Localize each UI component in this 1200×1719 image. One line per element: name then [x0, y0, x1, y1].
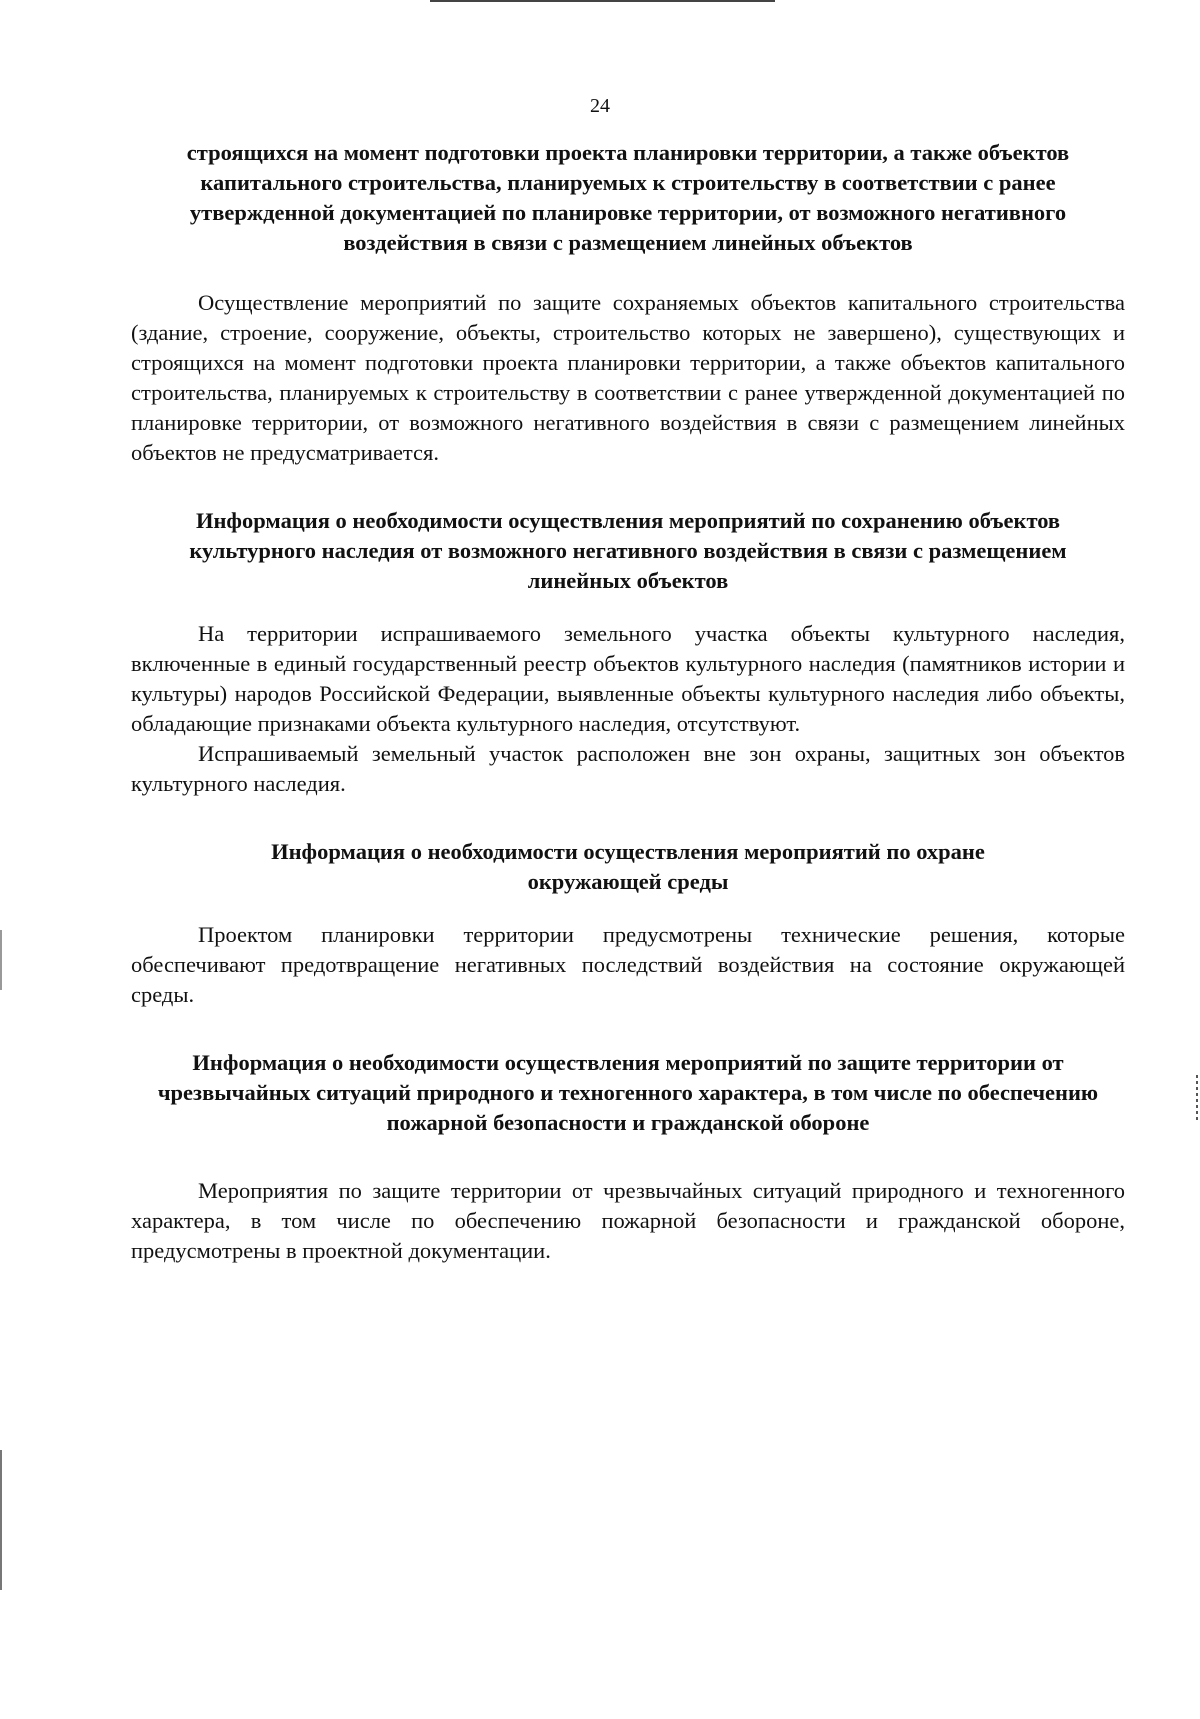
section-heading-environment: Информация о необходимости осуществления мероприятий по охране окружающей среды [271, 839, 985, 894]
scan-artifact-right [1196, 1075, 1198, 1120]
paragraph-cultural-heritage-2: Испрашиваемый земельный участок расположен вне зон охраны, защитных зон объектов культурного наследия. [131, 741, 1125, 796]
section-heading-emergency: Информация о необходимости осуществления мероприятий по защите территории от чрезвычайных ситуаций природного и техногенного характера, в том числе по обеспечению пожарной безопасности и гражданской обороне [157, 1050, 1099, 1135]
paragraph-environment: Проектом планировки территории предусмотрены технические решения, которые обеспечивают предотвращение негативных последствий воздействия на состояние окружающей среды. [131, 922, 1125, 1007]
document-body [131, 138, 1125, 1266]
section-heading-protection-of-objects: строящихся на момент подготовки проекта планировки территории, а также объектов капитального строительства, планируемых к строительству в соответствии с ранее утвержденной документацией по планировке территории, от возможного негативного воздействия в связи с размещением линейных объектов [186, 140, 1070, 255]
scan-artifact-left-upper [0, 930, 2, 990]
scan-artifact-left [0, 1450, 2, 1590]
paragraph-protection-of-objects: Осуществление мероприятий по защите сохраняемых объектов капитального строительства (здание, строение, сооружение, объекты, строительство которых не завершено), существующих и строящихся на момент подготовки проекта планировки территории, а также объектов капитального строительства, планируемых к строительству в соответствии с ранее утвержденной документацией по планировке территории, от возможного негативного воздействия в связи с размещением линейных объектов не предусматривается. [131, 290, 1125, 465]
paragraph-emergency: Мероприятия по защите территории от чрезвычайных ситуаций природного и техногенного характера, в том числе по обеспечению пожарной безопасности и гражданской обороне, предусмотрены в проектной документации. [131, 1178, 1125, 1263]
paragraph-cultural-heritage-1: На территории испрашиваемого земельного участка объекты культурного наследия, включенные в единый государственный реестр объектов культурного наследия (памятников истории и культуры) народов Российской Федерации, выявленные объекты культурного наследия либо объекты, обладающие признаками объекта культурного наследия, отсутствуют. [131, 621, 1125, 736]
section-heading-cultural-heritage: Информация о необходимости осуществления мероприятий по сохранению объектов культурного наследия от возможного негативного воздействия в связи с размещением линейных объектов [189, 508, 1067, 593]
scan-artifact-top [430, 0, 775, 2]
page-number: 24 [590, 95, 610, 117]
